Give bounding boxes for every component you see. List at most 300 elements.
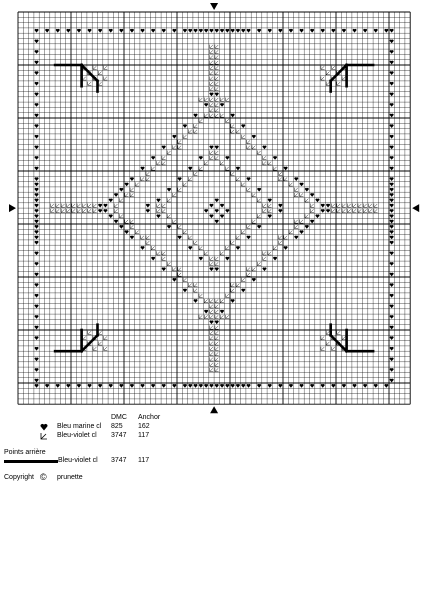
heart-stitch: [321, 384, 325, 388]
check-stitch: [157, 161, 161, 165]
thread-anchor: 117: [138, 432, 150, 439]
check-stitch: [188, 283, 192, 287]
heart-stitch: [34, 124, 38, 128]
check-stitch: [210, 98, 214, 102]
heart-stitch: [77, 384, 81, 388]
check-stitch: [88, 209, 92, 213]
heart-stitch: [87, 29, 91, 33]
heart-stitch: [146, 209, 150, 213]
heart-stitch: [310, 193, 314, 197]
check-stitch: [82, 204, 86, 208]
heart-stitch: [172, 384, 176, 388]
heart-stitch: [390, 145, 394, 149]
check-stitch: [167, 198, 171, 202]
check-stitch: [257, 262, 261, 266]
heart-stitch: [390, 204, 394, 208]
check-stitch: [226, 167, 230, 171]
check-stitch: [252, 267, 256, 271]
check-stitch: [204, 315, 208, 319]
heart-stitch: [34, 193, 38, 197]
heart-stitch: [331, 29, 335, 33]
heart-stitch: [199, 29, 203, 33]
check-stitch: [157, 209, 161, 213]
check-stitch: [173, 267, 177, 271]
check-stitch: [130, 220, 134, 224]
check-stitch: [358, 204, 362, 208]
check-stitch: [231, 124, 235, 128]
heart-stitch: [284, 167, 288, 171]
heart-stitch: [390, 336, 394, 340]
heart-stitch: [98, 204, 102, 208]
heart-stitch: [209, 29, 213, 33]
check-stitch: [204, 98, 208, 102]
check-stitch: [337, 82, 341, 86]
heart-stitch: [246, 177, 250, 181]
check-stitch: [342, 76, 346, 80]
heart-stitch: [215, 92, 219, 96]
heart-stitch: [241, 124, 245, 128]
heart-stitch: [220, 103, 224, 107]
heart-stitch: [246, 236, 250, 240]
check-stitch: [215, 336, 219, 340]
check-stitch: [215, 151, 219, 155]
check-stitch: [241, 278, 245, 282]
heart-stitch: [209, 92, 213, 96]
check-stitch: [332, 66, 336, 70]
heart-stitch: [34, 326, 38, 330]
check-stitch: [210, 151, 214, 155]
check-stitch: [210, 363, 214, 367]
heart-stitch: [215, 29, 219, 33]
heart-stitch: [109, 29, 113, 33]
heart-stitch: [188, 167, 192, 171]
check-stitch: [268, 161, 272, 165]
heart-stitch: [390, 304, 394, 308]
heart-stitch: [225, 384, 229, 388]
check-stitch: [369, 209, 373, 213]
check-stitch: [337, 209, 341, 213]
check-stitch: [173, 193, 177, 197]
check-stitch: [252, 145, 256, 149]
heart-stitch: [390, 167, 394, 171]
check-stitch: [120, 198, 124, 202]
check-stitch: [210, 368, 214, 372]
check-stitch: [231, 129, 235, 133]
check-stitch: [210, 304, 214, 308]
thread-dmc: 3747: [111, 432, 127, 439]
check-stitch: [215, 352, 219, 356]
check-stitch: [173, 145, 177, 149]
heart-stitch: [114, 220, 118, 224]
heart-stitch: [204, 103, 208, 107]
heart-stitch: [140, 167, 144, 171]
heart-stitch: [252, 135, 256, 139]
heart-stitch: [390, 193, 394, 197]
check-stitch: [104, 76, 108, 80]
check-stitch: [215, 315, 219, 319]
heart-stitch: [390, 209, 394, 213]
check-stitch: [72, 209, 76, 213]
check-stitch: [220, 315, 224, 319]
check-stitch: [332, 209, 336, 213]
check-stitch: [374, 204, 378, 208]
check-stitch: [215, 61, 219, 65]
check-stitch: [146, 177, 150, 181]
check-stitch: [162, 209, 166, 213]
heart-stitch: [193, 299, 197, 303]
heart-stitch: [34, 29, 38, 33]
check-stitch: [215, 363, 219, 367]
heart-stitch: [34, 198, 38, 202]
check-stitch: [279, 172, 283, 176]
heart-stitch: [162, 267, 166, 271]
heart-stitch: [34, 225, 38, 229]
heart-stitch: [156, 214, 160, 218]
heart-stitch: [151, 156, 155, 160]
heart-stitch: [209, 320, 213, 324]
backstitch-dmc: 3747: [111, 457, 127, 464]
heart-stitch: [390, 379, 394, 383]
backstitch-name: Bleu-violet cl: [58, 457, 98, 464]
check-stitch: [210, 156, 214, 160]
check-stitch: [210, 341, 214, 345]
check-stitch: [72, 204, 76, 208]
check-stitch: [347, 204, 351, 208]
check-stitch: [263, 251, 267, 255]
check-stitch: [210, 336, 214, 340]
check-stitch: [342, 204, 346, 208]
heart-stitch: [34, 209, 38, 213]
check-stitch: [88, 331, 92, 335]
heart-stitch: [326, 204, 330, 208]
thread-name: Bleu-violet cl: [57, 432, 97, 439]
heart-stitch: [363, 384, 367, 388]
heart-stitch: [246, 384, 250, 388]
check-stitch: [51, 204, 55, 208]
check-stitch: [215, 262, 219, 266]
check-stitch: [268, 204, 272, 208]
check-stitch: [210, 326, 214, 330]
backstitch-line: [331, 65, 347, 81]
check-stitch: [61, 204, 65, 208]
heart-stitch: [294, 177, 298, 181]
check-stitch: [321, 336, 325, 340]
heart-stitch: [34, 183, 38, 187]
check-stitch: [210, 55, 214, 59]
check-stitch: [141, 177, 145, 181]
center-arrow-right: [412, 204, 419, 212]
heart-stitch: [34, 336, 38, 340]
heart-stitch: [321, 204, 325, 208]
heart-stitch: [231, 114, 235, 118]
heart-stitch: [262, 267, 266, 271]
heart-stitch: [98, 29, 102, 33]
heart-stitch: [34, 283, 38, 287]
heart-stitch: [390, 273, 394, 277]
check-stitch: [178, 188, 182, 192]
check-stitch: [67, 204, 71, 208]
check-stitch: [210, 357, 214, 361]
heart-stitch: [34, 114, 38, 118]
check-stitch: [210, 71, 214, 75]
heart-stitch: [390, 214, 394, 218]
heart-stitch: [220, 204, 224, 208]
heart-stitch: [390, 315, 394, 319]
heart-stitch: [125, 230, 129, 234]
check-stitch: [141, 235, 145, 239]
heart-stitch: [321, 29, 325, 33]
check-stitch: [210, 310, 214, 314]
heart-stitch: [225, 257, 229, 261]
heart-stitch: [167, 188, 171, 192]
heart-stitch: [299, 29, 303, 33]
check-stitch: [332, 204, 336, 208]
check-stitch: [263, 204, 267, 208]
heart-stitch: [183, 289, 187, 293]
heart-stitch: [193, 29, 197, 33]
check-stitch: [199, 119, 203, 123]
dmc-header: DMC: [111, 414, 127, 421]
heart-stitch: [390, 103, 394, 107]
check-stitch: [61, 209, 65, 213]
heart-stitch: [188, 246, 192, 250]
center-arrow-top: [210, 3, 218, 10]
heart-stitch: [231, 29, 235, 33]
heart-stitch: [390, 156, 394, 160]
heart-stitch: [390, 61, 394, 65]
check-stitch: [157, 204, 161, 208]
heart-stitch: [215, 384, 219, 388]
check-stitch: [226, 315, 230, 319]
heart-stitch: [151, 384, 155, 388]
heart-stitch: [34, 167, 38, 171]
check-stitch: [247, 140, 251, 144]
check-stitch: [146, 241, 150, 245]
check-stitch: [231, 283, 235, 287]
check-stitch: [167, 214, 171, 218]
heart-stitch: [34, 145, 38, 149]
check-stitch: [337, 331, 341, 335]
check-stitch: [130, 188, 134, 192]
check-stitch: [210, 299, 214, 303]
heart-stitch: [220, 29, 224, 33]
check-stitch: [369, 204, 373, 208]
heart-stitch: [384, 29, 388, 33]
check-stitch: [353, 209, 357, 213]
center-arrow-bottom: [210, 406, 218, 413]
check-stitch: [93, 347, 97, 351]
heart-stitch: [305, 188, 309, 192]
check-stitch: [279, 235, 283, 239]
heart-stitch: [34, 241, 38, 245]
check-stitch: [231, 172, 235, 176]
check-stitch: [284, 235, 288, 239]
heart-stitch: [34, 71, 38, 75]
heart-stitch: [390, 114, 394, 118]
heart-stitch: [204, 384, 208, 388]
heart-stitch: [119, 384, 123, 388]
check-stitch: [305, 198, 309, 202]
heart-stitch: [162, 29, 166, 33]
heart-stitch: [204, 29, 208, 33]
heart-stitch: [34, 304, 38, 308]
heart-stitch: [310, 384, 314, 388]
heart-stitch: [172, 278, 176, 282]
check-stitch: [130, 225, 134, 229]
check-stitch: [273, 167, 277, 171]
heart-stitch: [289, 384, 293, 388]
heart-stitch: [215, 198, 219, 202]
check-stitch: [210, 103, 214, 107]
heart-stitch: [268, 384, 272, 388]
check-stitch: [342, 209, 346, 213]
heart-stitch: [199, 384, 203, 388]
heart-stitch: [331, 384, 335, 388]
heart-stitch: [390, 251, 394, 255]
check-stitch: [241, 135, 245, 139]
heart-stitch: [183, 29, 187, 33]
check-stitch: [199, 98, 203, 102]
heart-stitch: [34, 39, 38, 43]
check-stitch: [332, 347, 336, 351]
heart-stitch: [140, 246, 144, 250]
check-stitch: [82, 336, 86, 340]
heart-stitch: [390, 283, 394, 287]
check-stitch: [363, 209, 367, 213]
check-stitch: [252, 193, 256, 197]
backstitch-sample-line: [4, 460, 58, 463]
heart-stitch: [390, 39, 394, 43]
heart-stitch: [45, 384, 49, 388]
check-stitch: [337, 204, 341, 208]
heart-stitch: [188, 29, 192, 33]
check-stitch: [353, 204, 357, 208]
heart-stitch: [130, 29, 134, 33]
check-stitch: [215, 55, 219, 59]
heart-stitch: [188, 384, 192, 388]
heart-stitch: [390, 82, 394, 86]
heart-stitch: [209, 214, 213, 218]
check-stitch: [162, 257, 166, 261]
heart-stitch: [119, 188, 123, 192]
check-stitch: [93, 66, 97, 70]
heart-stitch: [374, 29, 378, 33]
heart-stitch: [34, 204, 38, 208]
check-stitch: [247, 273, 251, 277]
heart-stitch: [390, 326, 394, 330]
check-stitch: [294, 225, 298, 229]
heart-stitch: [236, 167, 240, 171]
check-stitch: [273, 246, 277, 250]
heart-stitch: [220, 214, 224, 218]
heart-stitch: [119, 225, 123, 229]
heart-stitch: [390, 198, 394, 202]
heart-stitch: [130, 236, 134, 240]
heart-stitch: [390, 236, 394, 240]
heart-stitch: [162, 384, 166, 388]
heart-stitch: [146, 204, 150, 208]
check-stitch: [88, 82, 92, 86]
check-stitch: [210, 50, 214, 54]
heart-stitch: [289, 29, 293, 33]
check-stitch: [284, 177, 288, 181]
heart-stitch: [310, 29, 314, 33]
heart-stitch: [34, 156, 38, 160]
heart-stitch: [352, 384, 356, 388]
check-stitch: [77, 204, 81, 208]
heart-stitch: [390, 262, 394, 266]
heart-stitch: [130, 177, 134, 181]
heart-stitch: [45, 29, 49, 33]
check-stitch: [204, 299, 208, 303]
check-stitch: [93, 209, 97, 213]
check-stitch: [178, 273, 182, 277]
thread-anchor: 162: [138, 423, 150, 430]
heart-stitch: [156, 198, 160, 202]
check-stitch: [194, 241, 198, 245]
heart-stitch: [390, 241, 394, 245]
check-stitch: [178, 225, 182, 229]
heart-stitch: [66, 29, 70, 33]
check-stitch: [268, 209, 272, 213]
check-stitch: [263, 257, 267, 261]
check-stitch: [347, 209, 351, 213]
check-stitch: [279, 241, 283, 245]
heart-stitch: [34, 384, 38, 388]
heart-stitch: [204, 209, 208, 213]
check-stitch: [326, 71, 330, 75]
heart-stitch: [294, 236, 298, 240]
check-stitch: [120, 214, 124, 218]
heart-stitch: [172, 135, 176, 139]
check-stitch: [247, 188, 251, 192]
heart-stitch: [34, 273, 38, 277]
check-stitch: [257, 151, 261, 155]
heart-stitch: [172, 29, 176, 33]
heart-stitch: [109, 198, 113, 202]
check-stitch: [167, 151, 171, 155]
check-stitch: [321, 76, 325, 80]
heart-stitch: [236, 246, 240, 250]
check-stitch: [210, 87, 214, 91]
heart-stitch: [151, 29, 155, 33]
check-stitch: [199, 294, 203, 298]
check-stitch: [51, 209, 55, 213]
check-stitch-icon: [40, 432, 48, 440]
heart-stitch: [236, 29, 240, 33]
check-stitch: [326, 82, 330, 86]
heart-stitch: [183, 384, 187, 388]
check-stitch: [363, 204, 367, 208]
check-stitch: [236, 283, 240, 287]
heart-stitch: [374, 384, 378, 388]
check-stitch: [88, 204, 92, 208]
check-stitch: [194, 283, 198, 287]
heart-stitch: [315, 198, 319, 202]
check-stitch: [194, 124, 198, 128]
heart-stitch: [390, 230, 394, 234]
check-stitch: [215, 257, 219, 261]
heart-stitch: [34, 82, 38, 86]
check-stitch: [215, 103, 219, 107]
check-stitch: [188, 235, 192, 239]
check-stitch: [114, 209, 118, 213]
heart-stitch: [209, 384, 213, 388]
check-stitch: [210, 114, 214, 118]
check-stitch: [279, 177, 283, 181]
check-stitch: [247, 267, 251, 271]
check-stitch: [231, 241, 235, 245]
